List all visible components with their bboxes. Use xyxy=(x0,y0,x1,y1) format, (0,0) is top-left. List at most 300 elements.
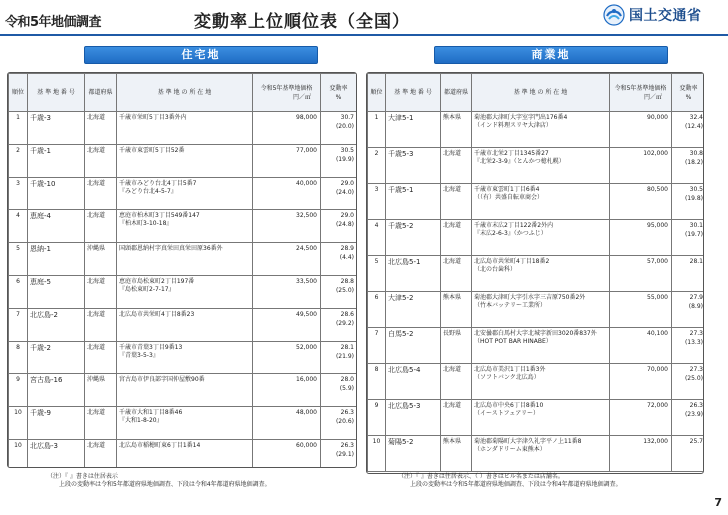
address-text: 千歳市栄町5丁目3番外内 xyxy=(119,114,187,121)
table-row xyxy=(9,308,357,341)
code-text: 大津5-2 xyxy=(388,294,414,302)
address2-text: 『みどり台北4-5-7』 xyxy=(119,187,177,195)
column-header-code: 基 準 地 番 号 xyxy=(386,74,441,112)
address2-text: （ホンダドリーム東熊本） xyxy=(474,446,546,453)
rank-cell xyxy=(9,374,28,407)
price-text: 57,000 xyxy=(647,258,668,265)
rate-cell xyxy=(672,256,705,292)
address-text: 千歳市東雲町1丁目6番4 xyxy=(474,186,540,193)
rank-text: 3 xyxy=(374,186,379,193)
prefecture-cell xyxy=(85,177,117,210)
rank-cell xyxy=(368,364,386,400)
price-cell xyxy=(253,243,321,276)
price-cell xyxy=(610,364,672,400)
rank-cell xyxy=(368,220,386,256)
address-text: 国頭郡恩納村字真栄田真栄田原36番外 xyxy=(119,245,223,253)
rate-cell xyxy=(672,148,705,184)
rank-cell xyxy=(9,144,28,177)
rate-text: 28.9 xyxy=(340,245,354,253)
pref-text: 熊本県 xyxy=(443,294,462,301)
rank-text: 9 xyxy=(16,376,20,384)
price-cell xyxy=(610,400,672,436)
prev-text: (5.9) xyxy=(339,385,354,393)
table-row xyxy=(368,436,705,472)
rate-text: 30.8 xyxy=(689,150,703,157)
address-cell xyxy=(117,243,253,276)
rank-cell xyxy=(368,148,386,184)
rate-cell xyxy=(672,328,705,364)
rate-cell xyxy=(321,308,357,341)
table-row xyxy=(368,148,705,184)
rank-text: 10 xyxy=(14,441,22,449)
code-cell xyxy=(28,112,85,145)
price-header-unit: 円／㎡ xyxy=(643,93,662,101)
address-text: 千歳市末広2丁目122番2外内 xyxy=(474,222,554,229)
rank-text: 5 xyxy=(374,258,379,265)
address-cell xyxy=(472,364,610,400)
ministry-branding xyxy=(603,4,702,26)
code-cell xyxy=(28,308,85,341)
rate-cell xyxy=(321,407,357,440)
price-header-label: 令和5年基準地価格 xyxy=(260,84,313,92)
price-cell xyxy=(610,436,672,472)
pref-text: 北海道 xyxy=(443,402,462,409)
price-text: 55,000 xyxy=(647,294,668,301)
rate-cell xyxy=(321,112,357,145)
address-cell xyxy=(117,308,253,341)
price-cell xyxy=(253,210,321,243)
code-text: 北広島5-3 xyxy=(388,402,421,410)
rank-text: 2 xyxy=(16,146,20,154)
code-text: 千歳-10 xyxy=(30,179,56,188)
ministry-logo-icon xyxy=(603,4,625,26)
column-header-address: 基 準 地 の 所 在 地 xyxy=(472,74,610,112)
commercial-ranking-table xyxy=(367,73,704,472)
table-row xyxy=(9,144,357,177)
address-text: 恵庭市柏木町3丁目549番147 xyxy=(119,212,200,220)
column-header-rank: 順位 xyxy=(368,74,386,112)
table-row xyxy=(9,275,357,308)
prev-text: (13.3) xyxy=(684,339,703,346)
prefecture-cell xyxy=(85,439,117,468)
code-text: 北広島-3 xyxy=(30,441,58,450)
prefecture-cell xyxy=(441,364,472,400)
column-header-rate xyxy=(672,74,705,112)
address2-text: （ソフトバンク北広島） xyxy=(474,374,540,381)
price-header-unit: 円／㎡ xyxy=(292,93,311,101)
address2-text: 『大和1-8-20』 xyxy=(119,417,163,425)
rate-text: 30.5 xyxy=(689,186,703,193)
code-text: 千歳-9 xyxy=(30,409,51,418)
price-cell xyxy=(253,407,321,440)
price-cell xyxy=(610,256,672,292)
address-text: 千歳市みどり台北4丁目5番7 xyxy=(119,179,197,187)
address-text: 千歳市北栄2丁目1345番27 xyxy=(474,150,549,157)
rate-cell xyxy=(321,275,357,308)
rank-text: 9 xyxy=(374,402,379,409)
code-cell xyxy=(386,256,441,292)
table-row xyxy=(9,341,357,374)
rate-header-unit: % xyxy=(685,93,692,101)
column-header-price xyxy=(253,74,321,112)
prev-text: (4.4) xyxy=(339,254,354,262)
price-header-label: 令和5年基準地価格 xyxy=(614,84,667,92)
code-text: 千歳5-1 xyxy=(388,186,414,194)
column-header-rank: 順位 xyxy=(9,74,28,112)
price-text: 60,000 xyxy=(296,441,317,449)
price-text: 102,000 xyxy=(643,150,668,157)
prev-text: (25.0) xyxy=(335,286,354,294)
address-cell xyxy=(472,400,610,436)
rate-cell xyxy=(672,400,705,436)
price-text: 98,000 xyxy=(296,114,317,121)
rate-cell xyxy=(321,439,357,468)
code-cell xyxy=(28,439,85,468)
rate-text: 27.3 xyxy=(689,330,703,337)
code-text: 宮古島-16 xyxy=(30,376,63,385)
address-text: 菊池郡菊陽町大字津久礼字平ノ上11番8 xyxy=(474,438,582,445)
rate-text: 25.7 xyxy=(689,438,703,445)
address-cell xyxy=(472,292,610,328)
pref-text: 北海道 xyxy=(87,343,106,351)
rate-text: 28.1 xyxy=(689,258,703,265)
table-row xyxy=(9,439,357,468)
table-row xyxy=(368,220,705,256)
address-text: 千歳市東雲町5丁目52番 xyxy=(119,146,185,154)
price-cell xyxy=(253,374,321,407)
price-text: 32,500 xyxy=(296,212,317,220)
code-text: 北広島-2 xyxy=(30,310,58,319)
price-cell xyxy=(610,328,672,364)
code-text: 大津5-1 xyxy=(388,114,414,122)
table-header-row xyxy=(368,74,705,112)
address-text: 北安曇郡白馬村大字北城字新田3020番837外 xyxy=(474,330,597,337)
rank-cell xyxy=(368,184,386,220)
rate-cell xyxy=(321,144,357,177)
pref-text: 北海道 xyxy=(443,366,462,373)
price-cell xyxy=(253,112,321,145)
header-divider xyxy=(0,34,728,36)
commercial-note-1: （注）『 』書きは住居表示、（ ）書きはビル名または店舗名。 xyxy=(398,473,564,480)
price-cell xyxy=(610,184,672,220)
page-header xyxy=(0,0,728,36)
survey-title: 令和5年地価調査 xyxy=(5,15,102,30)
prev-text: (24.0) xyxy=(335,188,354,196)
address-text: 千歳市大和1丁目8番46 xyxy=(119,409,183,417)
code-cell xyxy=(386,292,441,328)
prefecture-cell xyxy=(85,308,117,341)
rate-cell xyxy=(672,364,705,400)
prefecture-cell xyxy=(441,184,472,220)
price-text: 24,500 xyxy=(296,245,317,253)
table-row xyxy=(9,177,357,210)
pref-text: 北海道 xyxy=(87,441,106,449)
rank-cell xyxy=(368,328,386,364)
table-row xyxy=(9,112,357,145)
code-cell xyxy=(28,243,85,276)
prev-text: (18.2) xyxy=(684,159,703,166)
pref-text: 北海道 xyxy=(87,179,106,187)
code-cell xyxy=(28,341,85,374)
commercial-notes xyxy=(398,473,622,489)
rank-text: 3 xyxy=(16,179,20,187)
prefecture-cell xyxy=(441,112,472,148)
code-text: 千歳5-2 xyxy=(388,222,414,230)
prefecture-cell xyxy=(85,275,117,308)
price-text: 33,500 xyxy=(296,277,317,285)
address-cell xyxy=(117,407,253,440)
rate-text: 29.0 xyxy=(340,212,354,220)
rate-cell xyxy=(321,210,357,243)
table-row xyxy=(9,407,357,440)
table-row xyxy=(368,328,705,364)
rate-text: 26.3 xyxy=(340,441,354,449)
address-cell xyxy=(117,275,253,308)
prefecture-cell xyxy=(85,210,117,243)
address-text: 宮古島市伊良部字国仲屋敷90番 xyxy=(119,376,205,384)
code-cell xyxy=(386,220,441,256)
pref-text: 沖縄県 xyxy=(87,245,106,253)
price-text: 16,000 xyxy=(296,376,317,384)
address2-text: （HOT POT BAR HINABE） xyxy=(474,338,552,345)
rate-text: 29.0 xyxy=(340,179,354,187)
prev-text: (19.8) xyxy=(684,195,703,202)
pref-text: 北海道 xyxy=(87,310,106,318)
rank-text: 6 xyxy=(16,277,20,285)
rank-cell xyxy=(368,112,386,148)
pref-text: 北海道 xyxy=(87,146,106,154)
table-row xyxy=(368,364,705,400)
prev-text: (29.1) xyxy=(335,450,354,458)
rank-text: 7 xyxy=(16,310,20,318)
rate-cell xyxy=(321,177,357,210)
rate-cell xyxy=(321,374,357,407)
commercial-note-2: 上段の変動率は令和5年都道府県地価調査、下段は令和4年都道府県地価調査。 xyxy=(410,481,622,488)
rank-text: 5 xyxy=(16,245,20,253)
prev-text: (19.9) xyxy=(335,155,354,163)
address-text: 北広島市共栄町4丁目8番23 xyxy=(119,310,195,318)
code-cell xyxy=(386,148,441,184)
residential-note-1: （注）『 』書きは住居表示 xyxy=(47,473,118,480)
page-title: 変動率上位順位表（全国） xyxy=(194,12,410,32)
rank-cell xyxy=(9,439,28,468)
price-cell xyxy=(610,148,672,184)
table-header-row xyxy=(9,74,357,112)
column-header-price xyxy=(610,74,672,112)
rate-cell xyxy=(672,292,705,328)
rate-cell xyxy=(321,243,357,276)
price-cell xyxy=(610,292,672,328)
code-cell xyxy=(28,177,85,210)
prefecture-cell xyxy=(441,436,472,472)
residential-notes xyxy=(47,473,271,489)
address2-text: （（有）共盛自転車商会） xyxy=(474,194,544,201)
rank-cell xyxy=(9,210,28,243)
prefecture-cell xyxy=(441,220,472,256)
residential-ranking-table xyxy=(8,73,357,468)
table-row xyxy=(368,256,705,292)
code-text: 恵庭-5 xyxy=(30,277,51,286)
address-text: 北広島市稲穂町東6丁目1番14 xyxy=(119,441,201,449)
prefecture-cell xyxy=(85,407,117,440)
page-number: 7 xyxy=(714,496,722,509)
rank-cell xyxy=(368,436,386,472)
table-row xyxy=(368,184,705,220)
address2-text: （イーストフェアリー） xyxy=(474,410,539,417)
prev-text: (24.8) xyxy=(335,221,354,229)
price-text: 70,000 xyxy=(647,366,668,373)
table-row xyxy=(9,374,357,407)
price-cell xyxy=(253,341,321,374)
rank-text: 1 xyxy=(374,114,379,121)
address2-text: 『島松東町2-7-17』 xyxy=(119,285,175,293)
prev-text: (20.0) xyxy=(335,123,354,130)
rate-cell xyxy=(672,112,705,148)
address-cell xyxy=(472,328,610,364)
address2-text: （北の台歯科） xyxy=(474,266,517,273)
residential-table-body xyxy=(9,112,357,469)
prev-text: (8.9) xyxy=(688,303,703,310)
commercial-heading: 商業地 xyxy=(434,46,668,64)
rank-cell xyxy=(368,256,386,292)
column-header-rate xyxy=(321,74,357,112)
address2-text: 『青葉3-5-3』 xyxy=(119,351,159,359)
rank-cell xyxy=(9,308,28,341)
code-cell xyxy=(28,144,85,177)
rank-text: 4 xyxy=(16,212,20,220)
table-row xyxy=(9,243,357,276)
address-cell xyxy=(472,112,610,148)
price-cell xyxy=(253,439,321,468)
ministry-name: 国土交通省 xyxy=(629,8,702,24)
prev-text: (25.0) xyxy=(684,375,703,382)
price-text: 52,000 xyxy=(296,343,317,351)
price-cell xyxy=(253,308,321,341)
address-text: 恵庭市島松東町2丁目197番 xyxy=(119,277,195,285)
rank-cell xyxy=(9,407,28,440)
address-cell xyxy=(117,439,253,468)
rank-text: 10 xyxy=(14,409,22,417)
prefecture-cell xyxy=(441,292,472,328)
price-cell xyxy=(253,275,321,308)
prev-text: (23.9) xyxy=(684,411,703,418)
price-text: 49,500 xyxy=(296,310,317,318)
code-cell xyxy=(28,407,85,440)
address-cell xyxy=(117,177,253,210)
price-cell xyxy=(253,144,321,177)
address-cell xyxy=(117,144,253,177)
pref-text: 長野県 xyxy=(443,330,462,337)
prefecture-cell xyxy=(85,112,117,145)
rate-text: 32.4 xyxy=(689,114,703,121)
address-text: 北広島市美沢1丁目1番3外 xyxy=(474,366,546,373)
price-cell xyxy=(610,220,672,256)
code-text: 北広島5-1 xyxy=(388,258,421,266)
rate-text: 30.5 xyxy=(340,146,354,154)
pref-text: 北海道 xyxy=(87,277,106,285)
rank-cell xyxy=(368,400,386,436)
pref-text: 北海道 xyxy=(443,222,462,229)
pref-text: 沖縄県 xyxy=(87,376,106,384)
price-text: 80,500 xyxy=(647,186,668,193)
prev-text: (29.2) xyxy=(335,319,354,327)
table-row xyxy=(368,292,705,328)
code-text: 千歳-3 xyxy=(30,114,51,122)
price-text: 72,000 xyxy=(647,402,668,409)
pref-text: 北海道 xyxy=(87,114,106,121)
code-text: 恩納-1 xyxy=(30,245,51,254)
pref-text: 北海道 xyxy=(443,186,462,193)
prefecture-cell xyxy=(85,243,117,276)
rank-text: 6 xyxy=(374,294,379,301)
rate-text: 28.6 xyxy=(340,310,354,318)
residential-heading: 住宅地 xyxy=(84,46,318,64)
code-cell xyxy=(28,275,85,308)
address-cell xyxy=(472,436,610,472)
rate-text: 30.1 xyxy=(689,222,703,229)
prefecture-cell xyxy=(85,374,117,407)
column-header-address: 基 準 地 の 所 在 地 xyxy=(117,74,253,112)
prev-text: (21.9) xyxy=(335,352,354,360)
rate-text: 26.3 xyxy=(689,402,703,409)
code-cell xyxy=(28,210,85,243)
column-header-pref: 都道府県 xyxy=(85,74,117,112)
address-text: 北広島市共栄町4丁目18番2 xyxy=(474,258,550,265)
commercial-table-body xyxy=(368,112,705,472)
rate-header-label: 変動率 xyxy=(329,84,348,92)
address-cell xyxy=(117,341,253,374)
code-text: 菊陽5-2 xyxy=(388,438,414,446)
rate-text: 30.7 xyxy=(340,114,354,121)
rank-cell xyxy=(9,112,28,145)
rate-cell xyxy=(672,436,705,472)
code-text: 白馬5-2 xyxy=(388,330,414,338)
rank-text: 4 xyxy=(374,222,379,229)
price-cell xyxy=(610,112,672,148)
commercial-table-panel xyxy=(366,72,704,474)
code-text: 恵庭-4 xyxy=(30,212,51,221)
pref-text: 北海道 xyxy=(443,150,462,157)
address2-text: 『柏木町3-10-18』 xyxy=(119,220,173,228)
rank-text: 8 xyxy=(374,366,379,373)
prefecture-cell xyxy=(441,400,472,436)
prev-text: (12.4) xyxy=(684,123,703,130)
price-text: 40,000 xyxy=(296,179,317,187)
rate-header-label: 変動率 xyxy=(679,84,698,92)
address-cell xyxy=(117,112,253,145)
code-text: 千歳5-3 xyxy=(388,150,414,158)
residential-note-2: 上段の変動率は令和5年都道府県地価調査、下段は令和4年都道府県地価調査。 xyxy=(59,481,271,488)
rank-cell xyxy=(9,341,28,374)
address-text: 千歳市青葉3丁目9番13 xyxy=(119,343,183,351)
address-text: 菊池郡大津町大字引水字三吉原750番2外 xyxy=(474,294,586,301)
price-text: 132,000 xyxy=(643,438,668,445)
column-header-code: 基 準 地 番 号 xyxy=(28,74,85,112)
rank-text: 2 xyxy=(374,150,379,157)
rank-cell xyxy=(9,243,28,276)
code-cell xyxy=(386,364,441,400)
rate-text: 26.3 xyxy=(340,409,354,417)
address-text: 菊池郡大津町大字室字門出176番4 xyxy=(474,114,568,121)
rate-text: 27.3 xyxy=(689,366,703,373)
column-header-pref: 都道府県 xyxy=(441,74,472,112)
address-text: 北広島市中央6丁目8番10 xyxy=(474,402,544,409)
rate-header-unit: % xyxy=(335,93,342,101)
prefecture-cell xyxy=(441,328,472,364)
price-text: 90,000 xyxy=(647,114,668,121)
rank-cell xyxy=(9,177,28,210)
pref-text: 熊本県 xyxy=(443,438,462,445)
